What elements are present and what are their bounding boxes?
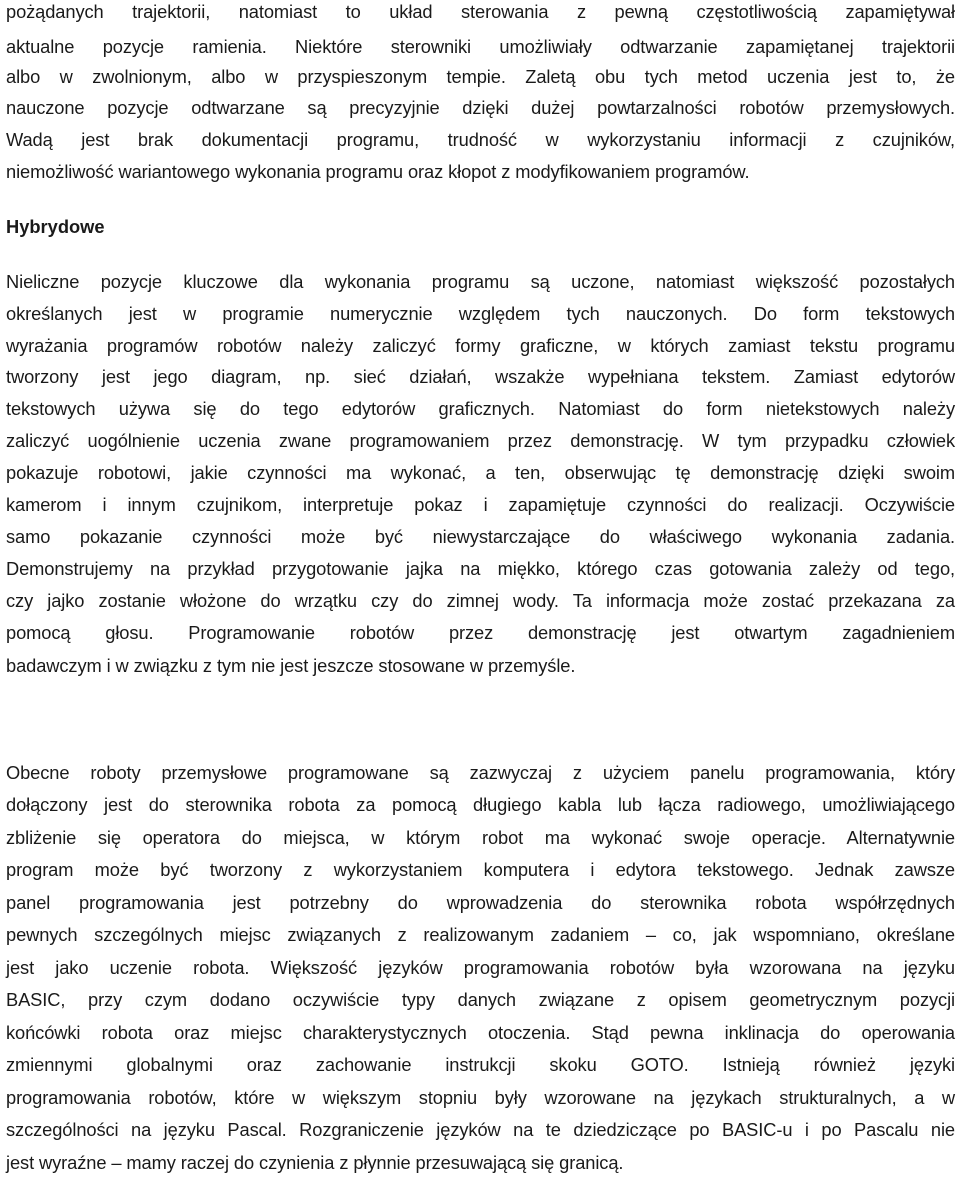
text-line: program może być tworzony z wykorzystaniem komputera i edytora tekstowego. Jednak zawsze bbox=[6, 859, 955, 880]
text-line: zbliżenie się operatora do miejsca, w którym robot ma wykonać swoje operacje. Alternatywnie bbox=[6, 827, 955, 848]
text-line: wyrażania programów robotów należy zaliczyć formy graficzne, w których zamiast tekstu programu bbox=[6, 335, 955, 356]
text-line: panel programowania jest potrzebny do wprowadzenia do sterownika robota współrzędnych bbox=[6, 892, 955, 913]
section-heading: Hybrydowe bbox=[6, 216, 105, 237]
text-line: Demonstrujemy na przykład przygotowanie jajka na miękko, którego czas gotowania zależy od tego, bbox=[6, 558, 955, 579]
text-line: kamerom i innym czujnikom, interpretuje pokaz i zapamiętuje czynności do realizacji. Oczywiście bbox=[6, 494, 955, 515]
text-line: aktualne pozycje ramienia. Niektóre sterowniki umożliwiały odtwarzanie zapamiętanej trajektorii bbox=[6, 36, 955, 57]
text-line: Obecne roboty przemysłowe programowane są zazwyczaj z użyciem panelu programowania, który bbox=[6, 762, 955, 783]
text-line: nauczone pozycje odtwarzane są precyzyjnie dzięki dużej powtarzalności robotów przemysłowych. bbox=[6, 97, 955, 118]
text-line: Nieliczne pozycje kluczowe dla wykonania programu są uczone, natomiast większość pozostałych bbox=[6, 271, 955, 292]
text-line: pokazuje robotowi, jakie czynności ma wykonać, a ten, obserwując tę demonstrację dzięki swoim bbox=[6, 462, 955, 483]
text-line: tekstowych używa się do tego edytorów graficznych. Natomiast do form nietekstowych należy bbox=[6, 398, 955, 419]
text-line: jest jako uczenie robota. Większość języków programowania robotów była wzorowana na języku bbox=[6, 957, 955, 978]
text-line: zaliczyć uogólnienie uczenia zwane programowaniem przez demonstrację. W tym przypadku człowiek bbox=[6, 430, 955, 451]
text-line: BASIC, przy czym dodano oczywiście typy danych związane z opisem geometrycznym pozycji bbox=[6, 989, 955, 1010]
text-line: zmiennymi globalnymi oraz zachowanie instrukcji skoku GOTO. Istnieją również języki bbox=[6, 1054, 955, 1075]
text-line: programowania robotów, które w większym stopniu były wzorowane na językach strukturalnych, a w bbox=[6, 1087, 955, 1108]
text-line: końcówki robota oraz miejsc charakterystycznych otoczenia. Stąd pewna inklinacja do operowania bbox=[6, 1022, 955, 1043]
text-line: jest wyraźne – mamy raczej do czynienia z płynnie przesuwającą się granicą. bbox=[6, 1152, 624, 1173]
text-line: albo w zwolnionym, albo w przyspieszonym tempie. Zaletą obu tych metod uczenia jest to, że bbox=[6, 66, 955, 87]
text-line: określanych jest w programie numerycznie względem tych nauczonych. Do form tekstowych bbox=[6, 303, 955, 324]
text-line: szczególności na języku Pascal. Rozgraniczenie języków na te dziedziczące po BASIC-u i po Pascalu nie bbox=[6, 1119, 955, 1140]
text-line: pożądanych trajektorii, natomiast to układ sterowania z pewną częstotliwością zapamiętywał bbox=[6, 1, 955, 22]
text-line: czy jajko zostanie włożone do wrzątku czy do zimnej wody. Ta informacja może zostać przekazana za bbox=[6, 590, 955, 611]
text-line: badawczym i w związku z tym nie jest jeszcze stosowane w przemyśle. bbox=[6, 655, 576, 676]
text-line: dołączony jest do sterownika robota za pomocą długiego kabla lub łącza radiowego, umożliwiającego bbox=[6, 794, 955, 815]
text-line: samo pokazanie czynności może być niewystarczające do właściwego wykonania zadania. bbox=[6, 526, 955, 547]
text-line: pewnych szczególnych miejsc związanych z realizowanym zadaniem – co, jak wspomniano, określane bbox=[6, 924, 955, 945]
text-line: Wadą jest brak dokumentacji programu, trudność w wykorzystaniu informacji z czujników, bbox=[6, 129, 955, 150]
text-line: tworzony jest jego diagram, np. sieć działań, wszakże wypełniana tekstem. Zamiast edytorów bbox=[6, 366, 955, 387]
text-line: niemożliwość wariantowego wykonania programu oraz kłopot z modyfikowaniem programów. bbox=[6, 161, 750, 182]
text-line: pomocą głosu. Programowanie robotów przez demonstrację jest otwartym zagadnieniem bbox=[6, 622, 955, 643]
